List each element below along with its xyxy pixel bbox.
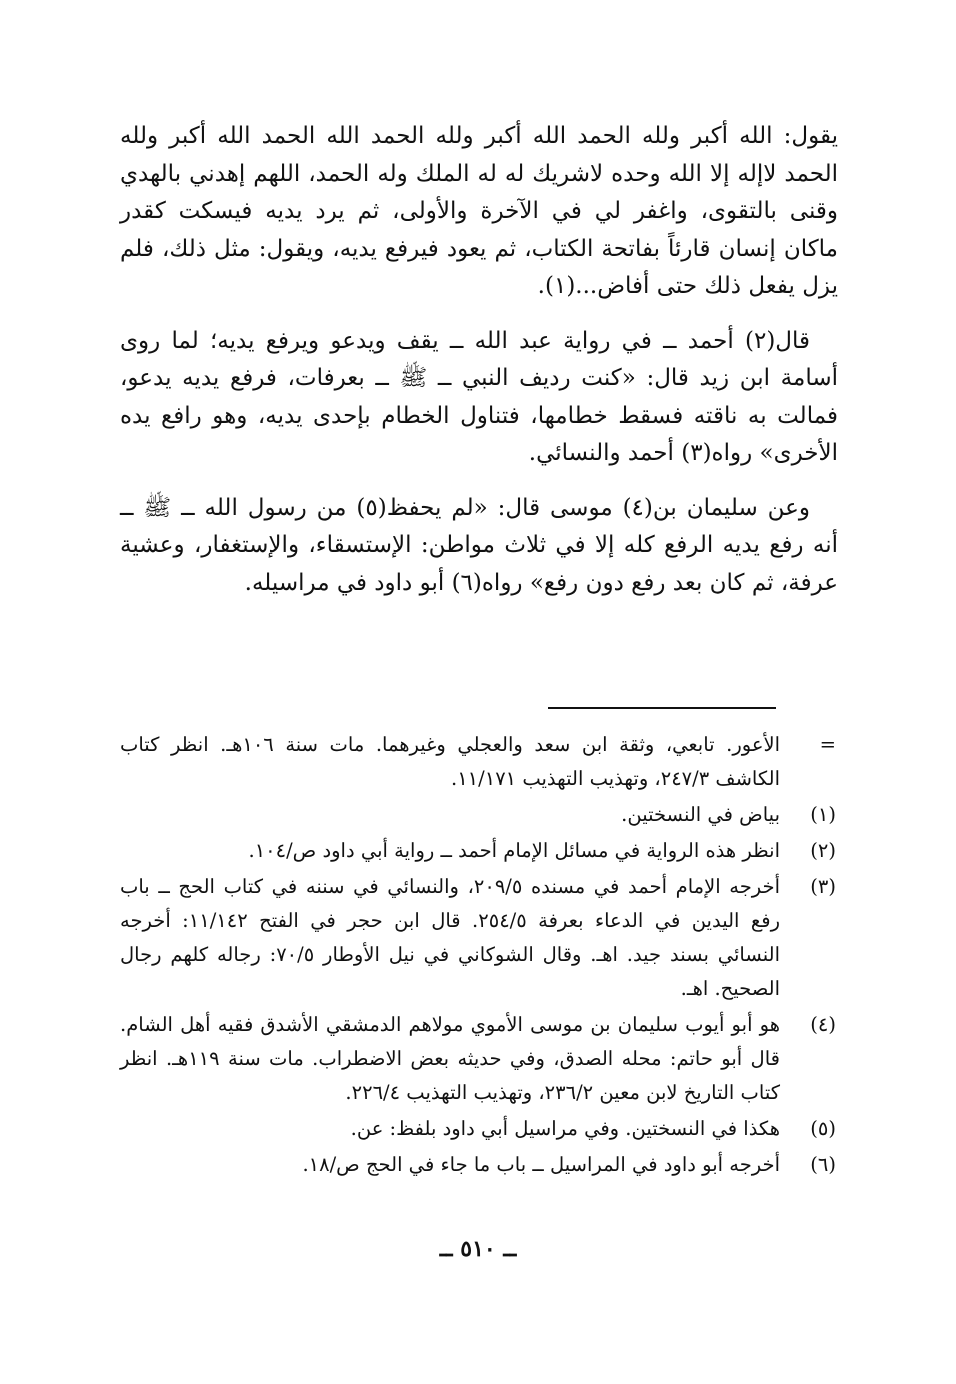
footnote-separator [548,707,776,709]
footnote-2 [120,834,838,868]
footnote-continuation [120,728,838,796]
footnote-5 [120,1112,838,1146]
footnote-3 [120,870,838,1006]
paragraph-ahmad-narration: قال(٢) أحمد ــ في رواية عبد الله ــ يقف ويدعو ويرفع يديه؛ لما روى أسامة ابن زيد قال: «كنت رديف النبي ــ ﷺ ــ بعرفات، فرفع يديه يدعو، فمالت به ناقته فسقط خطامها، فتناول الخطام بإحدى يديه، وهو رافع يده الأخرى» رواه(٣) أحمد والنسائي. [120,327,838,466]
footnotes [120,728,838,1184]
footnote-text: أخرجه أبو داود في المراسيل ــ باب ما جاء في الحج ص/١٨. [302,1153,780,1176]
main-text [120,118,838,619]
footnote-6 [120,1148,838,1182]
footnote-text: هو أبو أيوب سليمان بن موسى الأموي مولاهم الدمشقي الأشدق فقيه أهل الشام. قال أبو حاتم: محله الصدق، وفي حديثه بعض الاضطراب. مات سنة ١١٩هـ. انظر كتاب التاريخ لابن معين ٢٣٦/٢، وتهذيب التهذيب ٢٢٦/٤. [120,1013,780,1104]
footnote-4 [120,1008,838,1110]
footnote-text: انظر هذه الرواية في مسائل الإمام أحمد ــ رواية أبي داود ص/١٠٤. [248,839,780,862]
footnote-marker: (٤) [810,1013,836,1036]
footnote-marker: = [819,733,836,756]
footnote-marker: (٥) [810,1117,836,1140]
footnote-1 [120,798,838,832]
paragraph-takbir: يقول: الله أكبر ولله الحمد الله أكبر ولله الحمد الله الحمد الله أكبر ولله الحمد لاإله إلا الله وحده لاشريك له له الملك وله الحمد، اللهم إهدني بالهدي وقنى بالتقوى، واغفر لي في الآخرة والأولى، ثم يرد يديه فيسكت كقدر ماكان إنسان قارئاً بفاتحة الكتاب، ثم يعود فيرفع يديه، ويقول: مثل ذلك، فلم يزل يفعل ذلك حتى أفاض...(١). [120,123,838,299]
footnote-text: أخرجه الإمام أحمد في مسنده ٢٠٩/٥، والنسائي في سننه في كتاب الحج ــ باب رفع اليدين في الدعاء بعرفة ٢٥٤/٥. قال ابن حجر في الفتح ١١/١٤٢: أخرجه النسائي بسند جيد. اهـ. وقال الشوكاني في نيل الأوطار ٧٠/٥: رجاله كلهم رجال الصحيح. اهـ. [120,875,780,1000]
footnote-marker: (٢) [810,839,836,862]
footnote-marker: (٣) [810,875,836,898]
footnote-text: بياض في النسختين. [621,803,780,826]
footnote-marker: (٦) [810,1153,836,1176]
page-number: ــ ٥١٠ ــ [439,1236,517,1262]
footnote-text: هكذا في النسختين. وفي مراسيل أبي داود بلفظ: عن. [350,1117,780,1140]
footnote-text: الأعور. تابعي، وثقة ابن سعد والعجلي وغيرهما. مات سنة ١٠٦هـ. انظر كتاب الكاشف ٢٤٧/٣، وتهذيب التهذيب ١١/١٧١. [120,733,780,790]
footnote-marker: (١) [810,803,836,826]
paragraph-sulaiman-narration: وعن سليمان بن(٤) موسى قال: «لم يحفظ(٥) من رسول الله ــ ﷺ ــ أنه رفع يديه الرفع كله إلا في ثلاث مواطن: الإستسقاء، والإستغفار، وعشية عرفة، ثم كان بعد رفع دون رفع» رواه(٦) أبو داود في مراسيله. [120,494,838,596]
